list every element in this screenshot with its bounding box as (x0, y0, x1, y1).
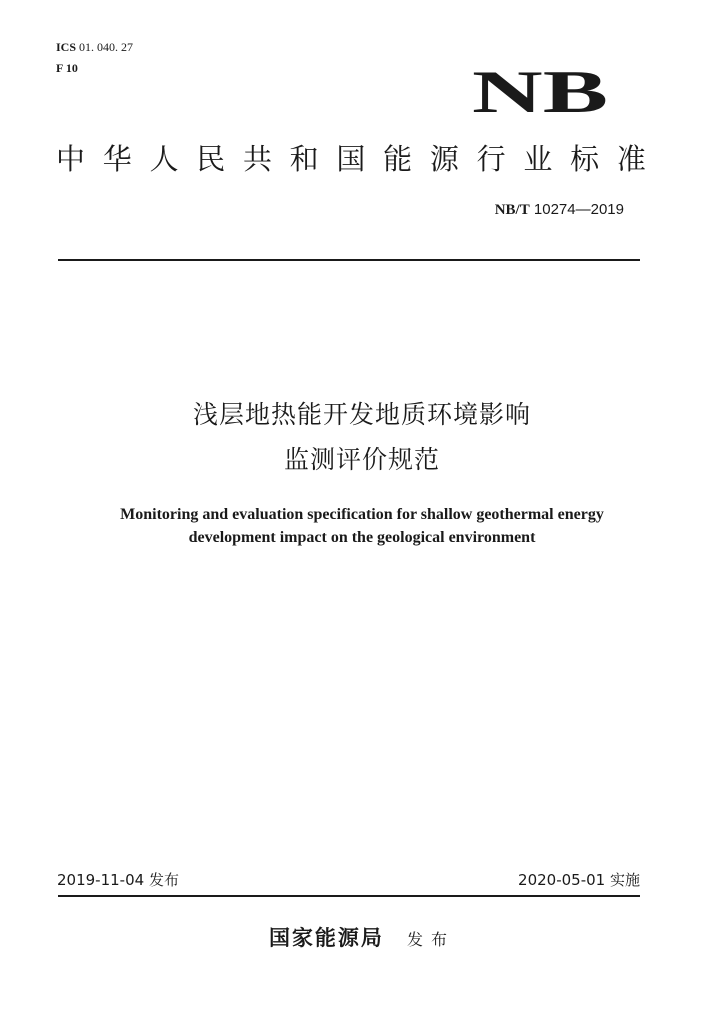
issue-date: 2019-11-04 发布 (57, 871, 179, 889)
standard-type-char: 中 (56, 142, 86, 176)
ics-label: ICS (56, 40, 77, 54)
standard-type-char: 准 (616, 142, 646, 176)
nb-logo (470, 62, 610, 120)
standard-type-char: 能 (383, 142, 413, 176)
title-en-line2: development impact on the geological environment (188, 529, 536, 546)
publish-action: 发布 (407, 930, 456, 949)
title-cn-line1: 浅层地热能开发地质环境影响 (192, 400, 531, 429)
standard-type-char: 业 (523, 142, 553, 176)
standard-type-char: 人 (149, 142, 179, 176)
standard-type-char: 和 (289, 142, 319, 176)
ics-code (56, 40, 133, 54)
standard-number (495, 201, 624, 219)
implementation-date: 2020-05-01 实施 (518, 871, 640, 889)
standard-type (56, 141, 646, 177)
standard-type-char: 民 (196, 142, 226, 176)
standard-type-char: 华 (102, 142, 132, 176)
title-cn-line2: 监测评价规范 (283, 445, 440, 474)
category-code: F 10 (56, 61, 78, 75)
bottom-divider (58, 895, 640, 897)
logo-text: NB (472, 62, 608, 120)
title-en-line1: Monitoring and evaluation specification for shallow geothermal energy (120, 506, 604, 523)
standard-type-char: 源 (429, 142, 459, 176)
standard-type-char: 标 (570, 142, 600, 176)
publisher-name: 国家能源局 (268, 926, 384, 950)
standard-type-char: 国 (336, 142, 366, 176)
standard-type-char: 共 (242, 142, 272, 176)
top-divider (58, 259, 640, 261)
publisher-line (0, 924, 724, 954)
standard-type-char: 行 (476, 142, 506, 176)
standard-number-value: 10274—2019 (533, 201, 624, 218)
standard-number-prefix: NB/T (494, 202, 530, 218)
ics-number: 01. 040. 27 (79, 40, 134, 54)
